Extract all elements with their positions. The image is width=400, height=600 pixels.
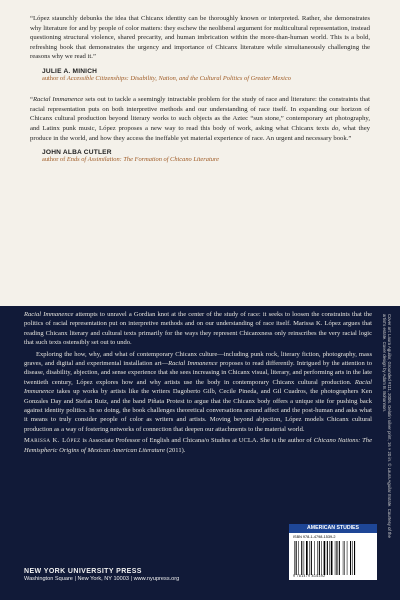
quote-1-author-credit: author of Accessible Citizenships: Disability, Nation, and the Cultural Politics of Greater Mexico bbox=[42, 74, 291, 82]
author-name: Marissa K. López bbox=[24, 437, 81, 445]
barcode-stripe bbox=[350, 541, 351, 575]
barcode-stripe bbox=[331, 541, 333, 575]
quote-1-author: JULIE A. MINICH bbox=[42, 67, 98, 75]
barcode-stripe bbox=[329, 541, 330, 575]
quote-2-author-credit: author of Ends of Assimilation: The Formation of Chicano Literature bbox=[42, 156, 219, 164]
barcode-stripe bbox=[324, 541, 326, 575]
barcode-stripe bbox=[304, 541, 305, 575]
barcode-stripe bbox=[343, 541, 344, 575]
quote-1-text: “López staunchly debunks the idea that Chicanx identity can be thoroughly known or interpreted. Rather, she demonstrates why literature for and by people of color matters: they eschew the neoliberal argument for multicultural representation, instead questioning structural violence, shared precarity, and human imbrication within the more-than-human world. This is a bold, refreshing book that demonstrates the urgency and importance of Chicanx literature while simultaneously challenging the reasons why we read it.” bbox=[30, 15, 370, 61]
author-bio: Marissa K. López is Associate Professor of English and Chicana/o Studies at UCLA. She is the author of Chicano Nations: The Hemispheric Origins of Mexican American Literature (2011). bbox=[24, 437, 372, 454]
isbn-text: ISBN 978-1-4798-1539-2 bbox=[293, 535, 336, 539]
barcode-stripe bbox=[309, 541, 310, 575]
barcode-stripe bbox=[335, 541, 336, 575]
barcode-stripe bbox=[301, 541, 302, 575]
quote-2-book-title: Racial Immanence bbox=[32, 96, 84, 104]
barcode-digits: 9 781479 815392 bbox=[293, 574, 326, 578]
barcode-stripe bbox=[298, 541, 299, 575]
barcode-stripe bbox=[347, 541, 348, 575]
barcode-stripe bbox=[319, 541, 320, 575]
barcode-stripe bbox=[336, 541, 337, 575]
publisher-name: NEW YORK UNIVERSITY PRESS bbox=[24, 568, 142, 575]
barcode-stripe bbox=[327, 541, 328, 575]
barcode-stripe bbox=[294, 541, 295, 575]
barcode-stripe bbox=[352, 541, 353, 575]
barcode-stripe bbox=[296, 541, 297, 575]
quote-1-author-book: Accessible Citizenships: Disability, Nation, and the Cultural Politics of Greater Mexico bbox=[66, 74, 291, 82]
barcode-image bbox=[293, 541, 373, 575]
barcode-stripe bbox=[344, 541, 345, 575]
barcode-stripe bbox=[314, 541, 315, 575]
endorsement-quote-1 bbox=[30, 14, 370, 62]
cover-credit-text: Cover art: Laura Aguilar, Grounded #111, 2006. Gelatin silver print, 16 × 20 in. © Laura Aguilar Estate. Courtesy of the artist's estate. Cover design by Adam B. Bohannon. bbox=[381, 314, 392, 538]
barcode-stripe bbox=[321, 541, 322, 575]
quote-2-author: JOHN ALBA CUTLER bbox=[42, 149, 112, 157]
category-label: AMERICAN STUDIES bbox=[289, 524, 377, 533]
author-previous-book: Chicano Nations: The Hemispheric Origins of Mexican American Literature bbox=[24, 437, 372, 454]
barcode-stripe bbox=[339, 541, 340, 575]
barcode-stripe bbox=[311, 541, 312, 575]
publisher-block bbox=[24, 568, 179, 582]
book-description bbox=[24, 310, 372, 455]
description-paragraph-1: Racial Immanence attempts to unravel a Gordian knot at the center of the study of race: it seeks to loosen the constraints that the politics of racial representation put on interpretive methods and on our understanding of race itself. Marissa K. López argues that reading Chicanx literary and cultural texts primarily for the ways they represent Chicanxness only reinscribes the very racial logic that such texts ostensibly set out to undo. bbox=[24, 311, 372, 347]
description-panel bbox=[0, 306, 400, 600]
quote-2-author-book: Ends of Assimilation: The Formation of Chicano Literature bbox=[66, 156, 219, 164]
barcode-stripe bbox=[317, 541, 318, 575]
barcode-stripe bbox=[354, 541, 355, 575]
barcode-stripe bbox=[306, 541, 308, 575]
endorsement-quote-2: “Racial Immanence sets out to tackle a seemingly intractable problem for the study of race and literature: the constraints that racial representation puts on both interpretive methods and our understanding of race itself. In expanding our horizon of Chicanx cultural production beyond literary works to such objects as the Aztec “sun stone,” contemporary art photography, and Latinx punk music, López proposes a new way to read this body of work, asking what Chicanx texts do, what they produce in the world, and how they access the ineffable yet material experience of race. An urgent and necessary book.” bbox=[30, 96, 371, 142]
publisher-address: Washington Square | New York, NY 10003 | www.nyupress.org bbox=[24, 576, 180, 582]
barcode-block bbox=[289, 524, 377, 580]
description-paragraph-2: Exploring the how, why, and what of contemporary Chicanx culture—including punk rock, literary fiction, photography, mass graves, and digital and experimental installation art—Racial Immanence proposes to read differently. Intrigued by the attention to disease, disability, abjection, and sense experience that she sees increasing in Chicanx visual, literary, and performing arts in the late twentieth century, López explores how and why artists use the body in contemporary Chicanx cultural production. Racial Immanence takes up works by artists like the writers Dagoberto Gilb, Cecile Pineda, and Gil Cuadros, the photographers Ken Gonzales Day and Stefan Ruiz, and the band Piñata Protest to argue that the Chicanx body offers a unique site for pushing back against identity politics. In so doing, the book challenges theoretical conversations around affect and the post-human and asks what it means to truly consider people of color as writers and artists. Moving beyond abjection, López models Chicanx cultural production as a way of fostering networks of connection that deepen our attachments to the material world. bbox=[24, 350, 372, 433]
cover-credit bbox=[376, 314, 396, 544]
